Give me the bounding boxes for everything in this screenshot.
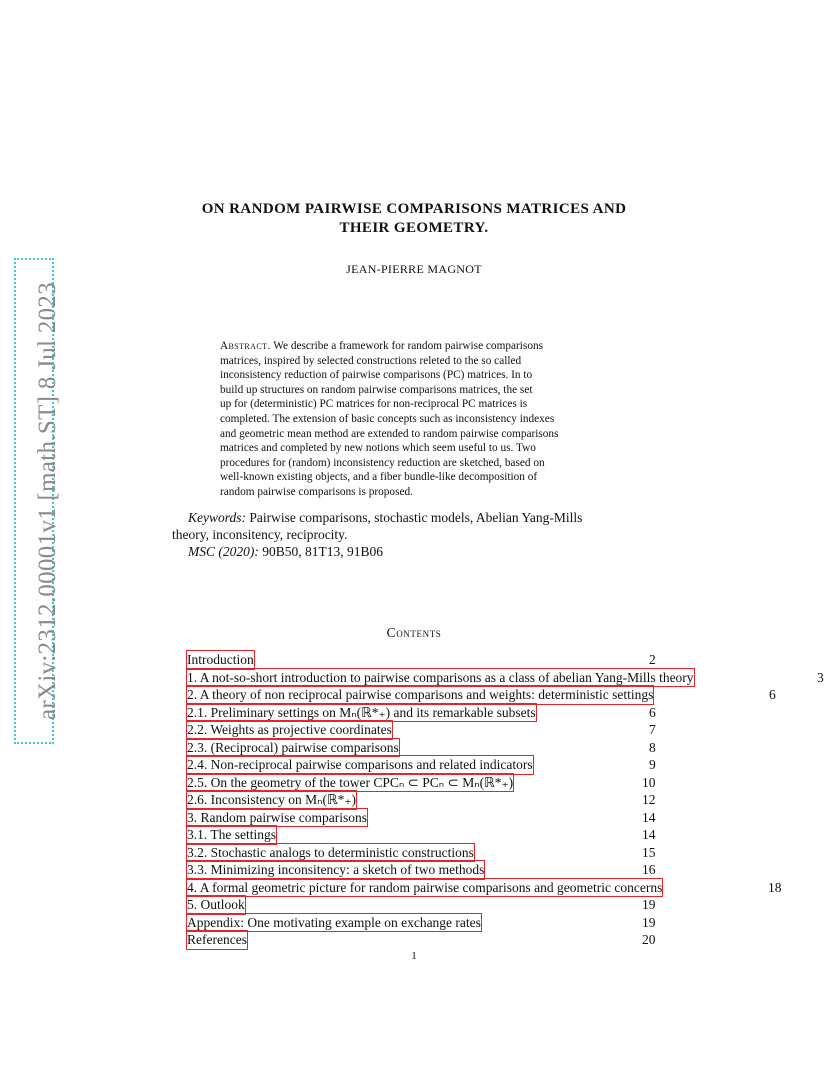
toc-link-section-2-6[interactable]: 2.6. Inconsistency on Mₙ(ℝ*₊)	[187, 792, 357, 807]
toc-row	[187, 704, 827, 722]
toc-link-section-2-1[interactable]: 2.1. Preliminary settings on Mₙ(ℝ*₊) and its remarkable subsets	[187, 704, 536, 720]
toc-page-number: 8	[649, 739, 656, 755]
toc-link-section-5[interactable]: 5. Outlook	[187, 897, 245, 912]
abstract-line: inconsistency reduction of pairwise comparisons (PC) matrices. In to	[220, 369, 533, 382]
toc-link-section-3-2[interactable]: 3.2. Stochastic analogs to deterministic constructions	[187, 844, 474, 860]
toc-row	[187, 791, 827, 809]
paper-title	[100, 200, 728, 238]
toc-link-section-2-2[interactable]: 2.2. Weights as projective coordinates	[187, 722, 392, 737]
abstract-line: and geometric mean method are extended to random pairwise comparisons	[220, 427, 559, 440]
author: JEAN-PIERRE MAGNOT	[346, 262, 482, 276]
toc-link-section-2[interactable]: 2. A theory of non reciprocal pairwise comparisons and weights: deterministic settings	[187, 687, 654, 702]
abstract-line: random pairwise comparisons is proposed.	[220, 485, 413, 498]
toc-link-appendix[interactable]: Appendix: One motivating example on exchange rates	[187, 914, 481, 930]
toc-page-number: 6	[769, 687, 776, 702]
toc-link-section-3-1[interactable]: 3.1. The settings	[187, 827, 276, 842]
toc-link-section-4[interactable]: 4. A formal geometric picture for random pairwise comparisons and geometric concerns	[187, 879, 663, 895]
msc-line	[172, 543, 658, 560]
abstract-line: well-known existing objects, and a fiber bundle-like decomposition of	[220, 471, 538, 484]
toc-page-number: 19	[642, 914, 656, 930]
toc-page-number: 15	[642, 844, 656, 860]
arxiv-stamp: arXiv:2312.00001v1 [math.ST] 8 Jul 2023	[34, 281, 61, 721]
toc-row	[187, 756, 827, 774]
abstract-text: We describe a framework for random pairwise comparisons	[273, 340, 544, 352]
abstract-line: up for (deterministic) PC matrices for non-reciprocal PC matrices is	[220, 398, 528, 411]
toc-link-section-2-5[interactable]: 2.5. On the geometry of the tower CPCₙ ⊂ PCₙ ⊂ Mₙ(ℝ*₊)	[187, 774, 514, 790]
toc-page-number: 18	[768, 879, 782, 895]
toc-link-introduction[interactable]: Introduction	[187, 652, 254, 667]
toc-link-section-2-4[interactable]: 2.4. Non-reciprocal pairwise comparisons and related indicators	[187, 757, 533, 772]
toc-row	[187, 931, 827, 949]
keywords-block	[172, 509, 658, 560]
toc-page-number: 12	[642, 792, 656, 807]
toc-page-number: 10	[642, 774, 656, 790]
toc-page-number: 9	[649, 757, 656, 772]
keywords-text-cont: theory, inconsitency, reciprocity.	[172, 527, 348, 542]
toc-row	[187, 686, 827, 704]
toc-page-number: 7	[649, 722, 656, 737]
toc-link-references[interactable]: References	[187, 932, 247, 947]
keywords-label: Keywords:	[188, 510, 246, 525]
toc-row	[187, 844, 827, 862]
toc-page-number: 14	[642, 827, 656, 842]
title-line-2: THEIR GEOMETRY.	[339, 220, 489, 236]
toc-link-section-1[interactable]: 1. A not-so-short introduction to pairwise comparisons as a class of abelian Yang-Mills theory	[187, 669, 694, 685]
abstract-line: procedures for (random) inconsistency reduction are sketched, based on	[220, 456, 545, 469]
toc-row	[187, 826, 827, 844]
abstract-line: matrices, inspired by selected constructions releted to the so called	[220, 354, 522, 367]
toc-row	[187, 861, 827, 879]
toc-link-section-3-3[interactable]: 3.3. Minimizing inconsitency: a sketch of two methods	[187, 862, 485, 877]
toc-page-number: 2	[649, 652, 656, 667]
abstract-line: build up structures on random pairwise comparisons matrices, the set	[220, 383, 533, 396]
keywords-text: Pairwise comparisons, stochastic models, Abelian Yang-Mills	[249, 510, 583, 525]
toc-row	[187, 739, 827, 757]
abstract	[220, 339, 616, 500]
toc-row	[187, 896, 827, 914]
abstract-label: Abstract.	[220, 340, 271, 352]
toc-page-number: 6	[649, 704, 656, 720]
toc-page-number: 19	[642, 897, 656, 912]
title-line-1: ON RANDOM PAIRWISE COMPARISONS MATRICES AND	[201, 201, 627, 217]
msc-text: 90B50, 81T13, 91B06	[262, 544, 384, 559]
toc-row	[187, 774, 827, 792]
toc-row	[187, 879, 827, 897]
toc-page-number: 16	[642, 862, 656, 877]
contents-heading: Contents	[386, 625, 442, 640]
msc-label: MSC (2020):	[188, 544, 259, 559]
page-number: 1	[411, 950, 417, 962]
toc-row	[187, 669, 827, 687]
toc-row	[187, 809, 827, 827]
toc-link-section-3[interactable]: 3. Random pairwise comparisons	[187, 809, 367, 825]
toc-row	[187, 651, 827, 669]
abstract-line: matrices and completed by new notions which seem useful to us. Two	[220, 442, 536, 455]
toc-page-number: 20	[642, 932, 656, 947]
toc-page-number: 3	[817, 669, 824, 685]
keywords-line	[172, 509, 658, 526]
toc-row	[187, 914, 827, 932]
abstract-line	[220, 339, 616, 354]
table-of-contents	[187, 651, 827, 949]
abstract-line: completed. The extension of basic concepts such as inconsistency indexes	[220, 412, 555, 425]
toc-row	[187, 721, 827, 739]
toc-page-number: 14	[642, 809, 656, 825]
toc-link-section-2-3[interactable]: 2.3. (Reciprocal) pairwise comparisons	[187, 739, 399, 755]
